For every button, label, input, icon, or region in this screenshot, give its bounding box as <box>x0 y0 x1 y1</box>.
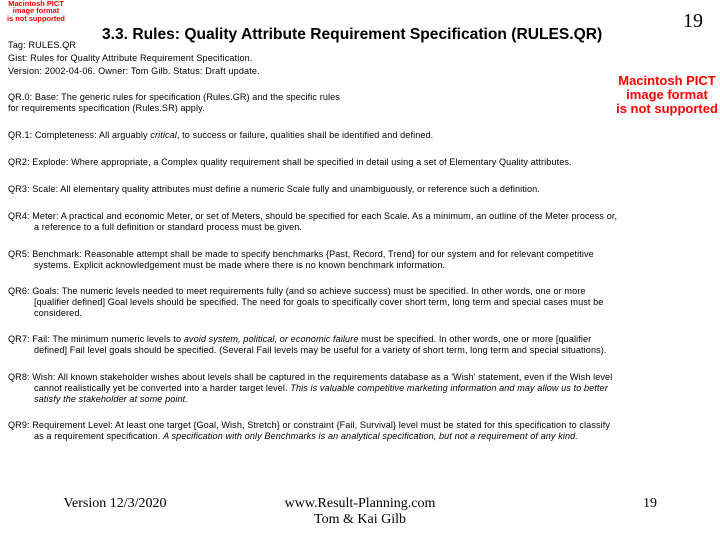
gist-line: Gist: Rules for Quality Attribute Requirement Specification. <box>8 53 253 63</box>
pict-text-line: is not supported <box>616 101 718 117</box>
pict-text-line: Macintosh PICT <box>618 73 716 88</box>
rule-text: as a requirement specification. <box>34 430 164 441</box>
rule-emphasis: A specification with only Benchmarks is an analytical specification, but not a requirement of any kind. <box>163 430 578 441</box>
rule-text: must be specified. In other words, one or more [qualifier <box>358 334 592 344</box>
rule-text: QR6: Goals: The numeric levels needed to meet requirements fully (and so achieve success) must be specified. In other words, one or more <box>8 286 586 296</box>
footer-authors: Tom & Kai Gilb <box>314 512 406 527</box>
pict-text-line: Macintosh PICT <box>8 0 64 8</box>
rule-qr3 <box>8 184 708 195</box>
rule-text: QR5: Benchmark: Reasonable attempt shall be made to specify benchmarks {Past, Record, Trend} for our system and for relevant competitive <box>8 249 594 259</box>
footer-page-number: 19 <box>643 496 657 511</box>
rule-text: considered. <box>34 307 83 318</box>
rule-text: QR3: Scale: All elementary quality attributes must define a numeric Scale fully and unambiguously, or reference such a definition. <box>8 184 540 194</box>
page-number-top: 19 <box>683 10 703 32</box>
pict-text-line: image format <box>12 6 60 16</box>
rule-emphasis: critical <box>150 130 177 140</box>
tag-line: Tag: RULES.QR <box>8 40 77 50</box>
rule-text: cannot realistically yet be converted into a harder target level. <box>34 382 291 393</box>
footer-site <box>270 496 450 528</box>
rule-qr9 <box>8 420 708 442</box>
version-line: Version: 2002-04-06. Owner: Tom Gilb. Status: Draft update. <box>8 66 260 76</box>
rule-text: systems. Explicit acknowledgement must be made where there is no known benchmark information. <box>34 259 446 270</box>
rule-text: QR4: Meter: A practical and economic Meter, or set of Meters, should be specified for each Scale. As a minimum, an outline of the Meter process or, <box>8 211 618 221</box>
rule-qr1 <box>8 130 708 141</box>
pict-text-line: image format <box>626 87 708 103</box>
page-title: 3.3. Rules: Quality Attribute Requirement Specification (RULES.QR) <box>102 26 603 43</box>
rule-text: QR9: Requirement Level: At least one target {Goal, Wish, Stretch} or constraint {Fail, Survival} level must be stated for this specification to classify <box>8 420 611 430</box>
pict-placeholder-small <box>0 0 72 22</box>
pict-text-line: is not supported <box>7 13 65 23</box>
rule-qr8 <box>8 372 708 404</box>
rule-text: , to success or failure, qualities shall be identified and defined. <box>176 130 434 140</box>
rule-qr4 <box>8 211 708 233</box>
pict-placeholder <box>614 74 720 116</box>
footer-version: Version 12/3/2020 <box>63 496 167 511</box>
rule-text: for requirements specification (Rules.SR) apply. <box>8 102 205 113</box>
rule-text: [qualifier defined] Goal levels should be specified. The need for goals to specifically cover short term, long term and special cases must be <box>34 296 604 307</box>
rule-text: QR8: Wish: All known stakeholder wishes about levels shall be captured in the requirements database as a 'Wish' statement, even if the Wish level <box>8 372 613 382</box>
rule-emphasis: satisfy the stakeholder at some point. <box>34 393 188 404</box>
rule-emphasis: avoid system, political, or economic failure <box>183 334 359 344</box>
rule-text: defined] Fail level goals should be specified. (Several Fail levels may be useful for a variety of short term, long term and special situations). <box>34 344 607 355</box>
rule-emphasis: This is valuable competitive marketing information and may allow us to better <box>290 382 608 393</box>
rule-qr6 <box>8 286 708 318</box>
rule-qr5 <box>8 249 708 271</box>
rule-qr2 <box>8 157 708 168</box>
rule-text: QR7: Fail: The minimum numeric levels to <box>8 334 184 344</box>
rule-text: QR2: Explode: Where appropriate, a Complex quality requirement shall be specified in detail using a set of Elementary Quality attributes. <box>8 157 572 167</box>
footer-site-url: www.Result-Planning.com <box>284 496 436 511</box>
rule-text: QR.0: Base: The generic rules for specification (Rules.GR) and the specific rules <box>8 92 340 102</box>
rule-text: a reference to a full definition or standard process must be given. <box>34 221 303 232</box>
rule-text: QR.1: Completeness: All arguably <box>8 130 151 140</box>
rule-qr0 <box>8 92 508 114</box>
rule-qr7 <box>8 334 708 356</box>
